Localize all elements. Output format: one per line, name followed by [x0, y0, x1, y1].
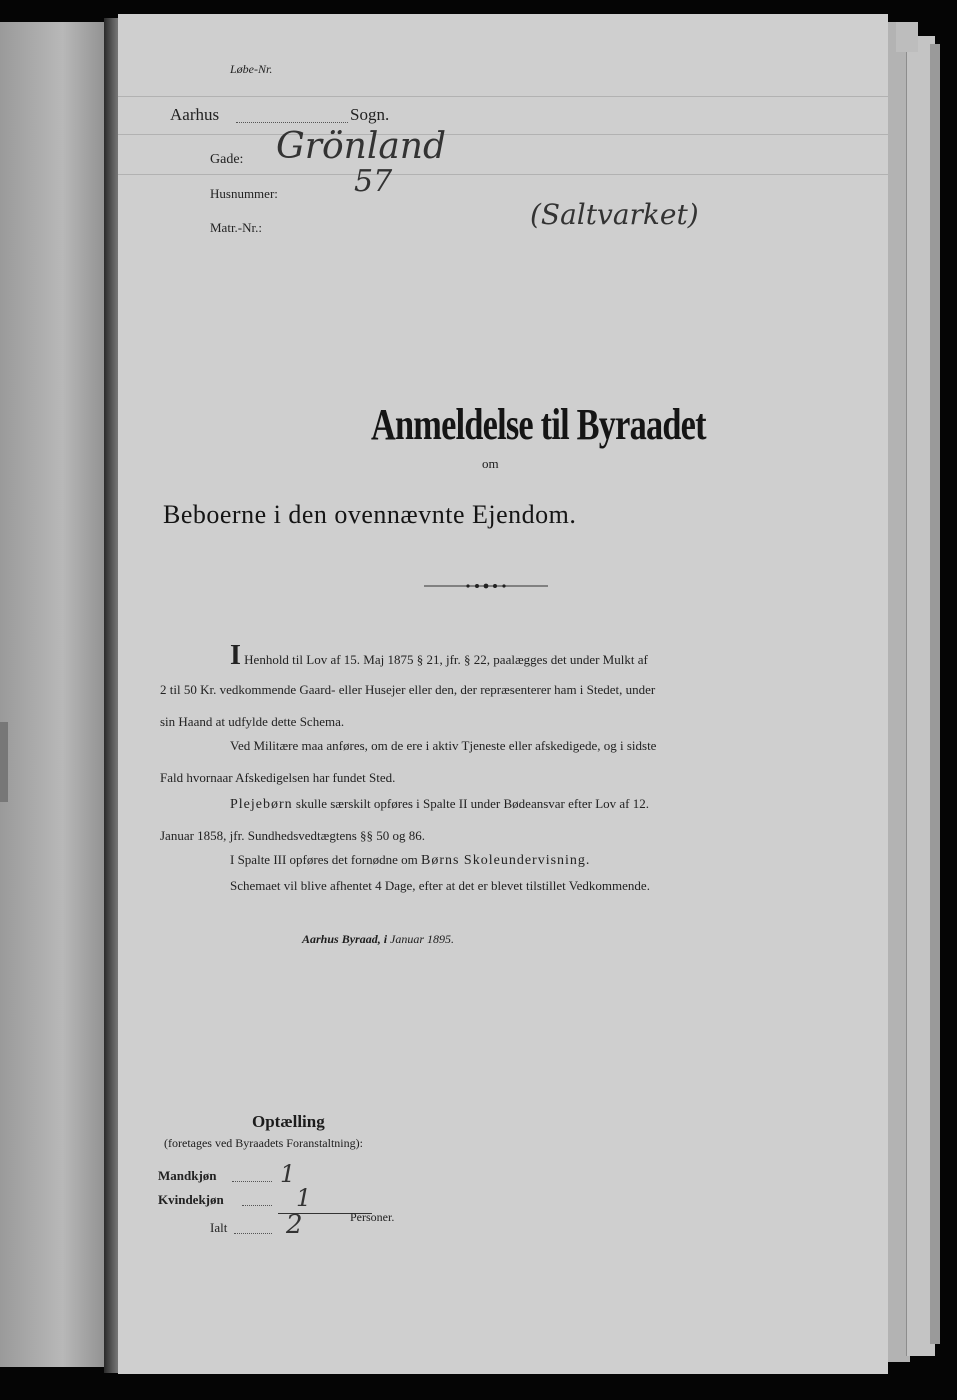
ialt-dots — [234, 1233, 272, 1234]
left-facing-page — [0, 22, 114, 1367]
ialt-label: Ialt — [210, 1220, 228, 1235]
signature-line — [302, 932, 454, 947]
paragraph-4-text: I Spalte III opføres det fornødne om — [230, 852, 418, 867]
title-connector: om — [482, 456, 499, 471]
sogn-label: Sogn. — [350, 105, 390, 124]
signature-text: Aarhus Byraad, i — [302, 932, 388, 946]
aarhus-label: Aarhus — [170, 105, 220, 124]
divider-ornament — [424, 581, 548, 591]
husnummer-handwritten-value: 57 — [354, 164, 393, 199]
count-subtitle: (foretages ved Byraadets Foranstaltning): — [164, 1136, 363, 1150]
page-edge — [930, 44, 940, 1344]
ialt-value: 2 — [286, 1210, 303, 1240]
drop-cap: I — [230, 640, 241, 671]
count-title: Optælling — [252, 1112, 325, 1131]
mandkjon-value: 1 — [280, 1160, 296, 1188]
form-page — [118, 14, 888, 1374]
mandkjon-label: Mandkjøn — [158, 1168, 217, 1183]
document-title: Anmeldelse til Byraadet — [371, 400, 706, 449]
show-through-line — [118, 174, 888, 175]
kvindekjon-label: Kvindekjøn — [158, 1192, 224, 1207]
paragraph-1-text: Henhold til Lov af 15. Maj 1875 § 21, jfr. § 22, paalægges det under Mulkt af — [244, 652, 648, 667]
paragraph-2-line-1: Ved Militære maa anføres, om de ere i aktiv Tjeneste eller afskedigede, og i sidste — [230, 738, 657, 753]
husnummer-label: Husnummer: — [210, 186, 278, 201]
signature-date: Januar 1895. — [390, 932, 455, 946]
paragraph-5: Schemaet vil blive afhentet 4 Dage, efter at det er blevet tilstillet Vedkommende. — [230, 878, 650, 893]
kvindekjon-dots — [242, 1205, 272, 1206]
page-tab — [896, 22, 918, 52]
matr-nr-label: Matr.-Nr.: — [210, 220, 262, 235]
personer-label: Personer. — [350, 1210, 395, 1224]
document-subtitle: Beboerne i den ovennævnte Ejendom. — [163, 500, 577, 529]
paragraph-1-line-3: sin Haand at udfylde dette Schema. — [160, 714, 345, 729]
show-through-line — [118, 96, 888, 97]
paragraph-3-line-1 — [230, 796, 649, 813]
paragraph-4-emphasis: Børns Skoleundervisning. — [420, 853, 591, 868]
matr-handwritten-value: (Saltvarket) — [530, 198, 699, 231]
kvindekjon-value: 1 — [296, 1184, 312, 1212]
plejeborn-lead: Plejebørn — [230, 797, 293, 812]
gade-handwritten-value: Grönland — [276, 126, 447, 167]
sogn-dotted-line — [236, 122, 348, 123]
lobe-nr-label: Løbe-Nr. — [230, 62, 273, 76]
gade-label: Gade: — [210, 152, 244, 167]
paragraph-3-line-2: Januar 1858, jfr. Sundhedsvedtægtens §§ 50 og 86. — [160, 828, 426, 843]
paragraph-4 — [230, 852, 590, 869]
show-through-line — [118, 134, 888, 135]
paragraph-2-line-2: Fald hvornaar Afskedigelsen har fundet Sted. — [160, 770, 396, 785]
paragraph-3-text: skulle særskilt opføres i Spalte II under Bødeansvar efter Lov af 12. — [295, 796, 649, 811]
paragraph-1-line-2: 2 til 50 Kr. vedkommende Gaard- eller Husejer eller den, der repræsenterer ham i Stedet, under — [160, 682, 656, 697]
mandkjon-dots — [232, 1181, 272, 1182]
paragraph-1-line-1 — [230, 642, 648, 670]
